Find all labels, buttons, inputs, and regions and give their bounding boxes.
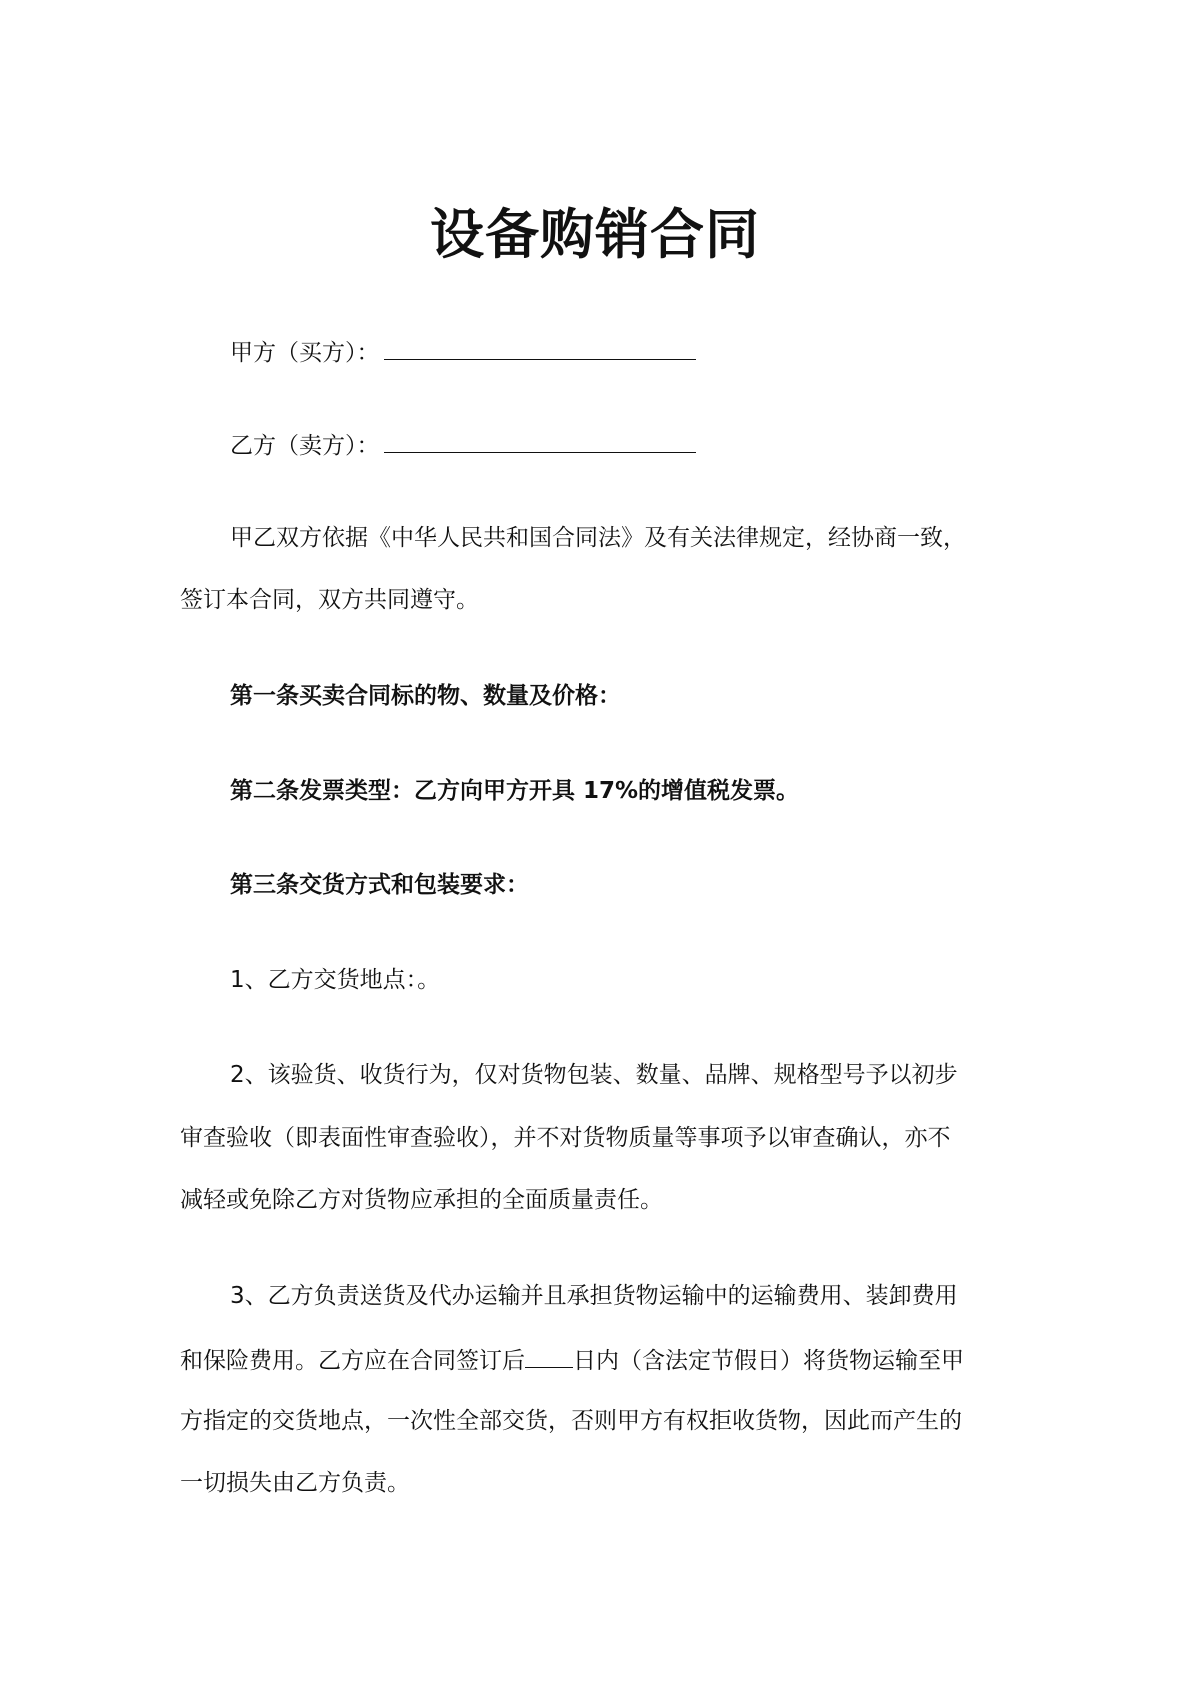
item-3-line-1: 3、乙方负责送货及代办运输并且承担货物运输中的运输费用、装卸费用 bbox=[230, 1283, 958, 1309]
item-2-line-1: 2、该验货、收货行为，仅对货物包装、数量、品牌、规格型号予以初步 bbox=[230, 1062, 958, 1088]
article-2-heading: 第二条发票类型：乙方向甲方开具 17%的增值税发票。 bbox=[230, 778, 800, 804]
days-blank-field[interactable] bbox=[525, 1341, 573, 1368]
item-3-line-2-before: 和保险费用。乙方应在合同签订后 bbox=[180, 1348, 525, 1374]
item-3-line-4: 一切损失由乙方负责。 bbox=[180, 1470, 410, 1496]
item-3-line-3: 方指定的交货地点，一次性全部交货，否则甲方有权拒收货物，因此而产生的 bbox=[180, 1408, 962, 1434]
preamble-line-1: 甲乙双方依据《中华人民共和国合同法》及有关法律规定，经协商一致， bbox=[230, 525, 966, 551]
party-a-blank-field[interactable] bbox=[384, 333, 696, 360]
party-a-label: 甲方（买方）： bbox=[230, 340, 380, 366]
item-3-line-2-after: 日内（含法定节假日）将货物运输至甲 bbox=[573, 1348, 964, 1374]
item-2-line-2: 审查验收（即表面性审查验收），并不对货物质量等事项予以审查确认，亦不 bbox=[180, 1125, 951, 1151]
preamble-line-2: 签订本合同，双方共同遵守。 bbox=[180, 587, 479, 613]
document-title: 设备购销合同 bbox=[430, 203, 760, 266]
party-a-row bbox=[230, 333, 1010, 370]
article-1-heading: 第一条买卖合同标的物、数量及价格： bbox=[230, 683, 621, 709]
item-3-line-2 bbox=[180, 1341, 1010, 1378]
article-3-heading: 第三条交货方式和包装要求： bbox=[230, 872, 529, 898]
item-2-line-3: 减轻或免除乙方对货物应承担的全面质量责任。 bbox=[180, 1187, 663, 1213]
party-b-blank-field[interactable] bbox=[384, 426, 696, 453]
party-b-label: 乙方（卖方）： bbox=[230, 433, 380, 459]
item-1: 1、乙方交货地点：。 bbox=[230, 967, 441, 993]
party-b-row bbox=[230, 426, 1010, 463]
